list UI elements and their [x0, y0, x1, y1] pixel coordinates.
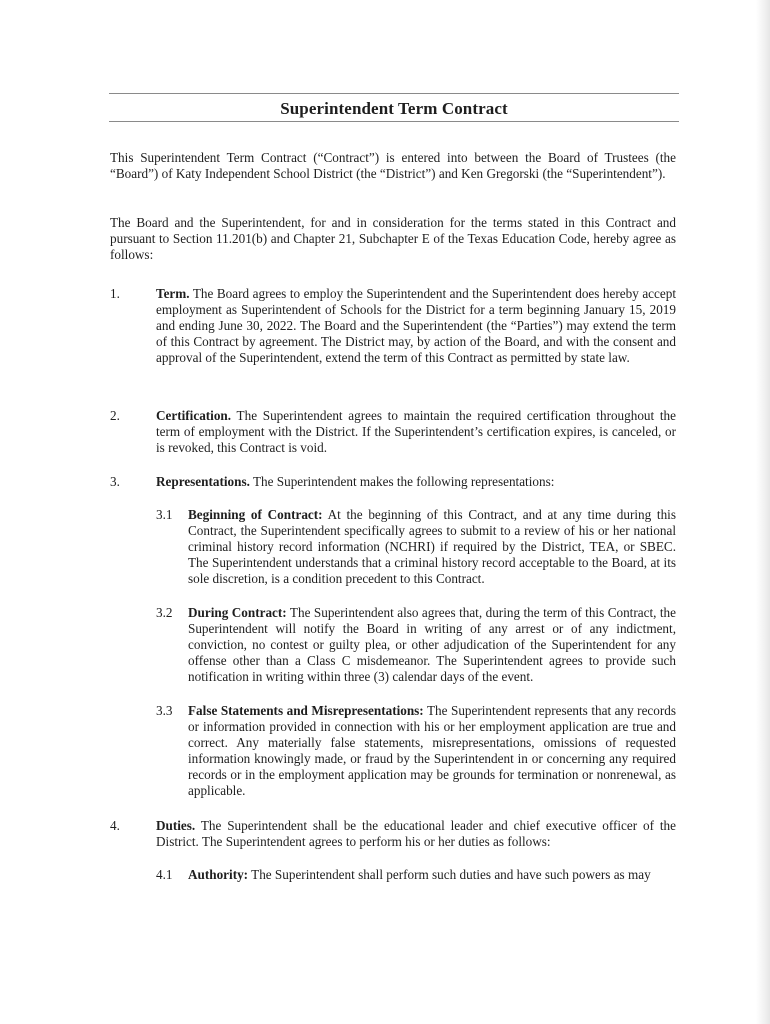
subsection-number: 3.3 [156, 703, 173, 718]
section-heading: Duties. [156, 818, 196, 833]
section-number: 2. [110, 408, 120, 423]
section-heading: Certification. [156, 408, 232, 423]
section-body [156, 474, 676, 490]
section-text: The Superintendent agrees to maintain the required certification throughout the term of employment with the District. If the Superintendent’s certification expires, is canceled, or is revoked, this Contract is void. [156, 408, 676, 455]
subsection-text: At the beginning of this Contract, and at any time during this Contract, the Superintendent specifically agrees to submit to a review of his or her national criminal history record information (NCHRI) if required by the District, TEA, or SBEC. The Superintendent understands that a criminal history record acceptable to the Board, at its sole discretion, is a condition precedent to this Contract. [188, 507, 676, 586]
subsection-heading: False Statements and Misrepresentations: [188, 703, 424, 718]
subsection-during-contract [156, 605, 676, 685]
recital-paragraph: The Board and the Superintendent, for and in consideration for the terms stated in this Contract and pursuant to Section 11.201(b) and Chapter 21, Subchapter E of the Texas Education Code, hereby agree as follows: [110, 215, 676, 262]
section-duties [110, 818, 676, 850]
section-heading: Representations. [156, 474, 250, 489]
subsection-number: 3.2 [156, 605, 173, 620]
section-certification [110, 408, 676, 456]
title-block [109, 93, 679, 122]
section-representations [110, 474, 676, 490]
subsection-text: The Superintendent also agrees that, during the term of this Contract, the Superintendent will notify the Board in writing of any arrest or of any indictment, conviction, no contest or guilty plea, or other adjudication of the Superintendent for any offense other than a Class C misdemeanor. The Superintendent agrees to provide such notification in writing within three (3) calendar days of the event. [188, 605, 676, 684]
section-text: The Superintendent shall be the educational leader and chief executive officer of the District. The Superintendent agrees to perform his or her duties as follows: [156, 818, 676, 849]
section-text: The Superintendent makes the following representations: [249, 474, 555, 489]
subsection-body [188, 507, 676, 587]
section-term [110, 286, 676, 366]
subsection-false-statements [156, 703, 676, 799]
subsection-number: 3.1 [156, 507, 173, 522]
section-number: 1. [110, 286, 120, 301]
subsection-number: 4.1 [156, 867, 173, 882]
subsection-heading: Beginning of Contract: [188, 507, 323, 522]
section-body [156, 818, 676, 850]
subsection-authority [156, 867, 676, 883]
section-body [156, 286, 676, 366]
subsection-beginning-of-contract [156, 507, 676, 587]
page-edge-shadow [756, 0, 770, 1024]
subsection-heading: Authority: [188, 867, 249, 882]
subsection-body [188, 867, 676, 883]
intro-paragraph: This Superintendent Term Contract (“Contract”) is entered into between the Board of Trustees (the “Board”) of Katy Independent School District (the “District”) and Ken Gregorski (the “Superintendent”). [110, 150, 676, 181]
subsection-text: The Superintendent shall perform such duties and have such powers as may [248, 867, 651, 882]
section-number: 4. [110, 818, 120, 833]
page-title: Superintendent Term Contract [280, 99, 508, 118]
subsection-heading: During Contract: [188, 605, 287, 620]
section-body [156, 408, 676, 456]
subsection-text: The Superintendent represents that any records or information provided in connection with his or her employment application are true and correct. Any materially false statements, misrepresentations, omissions of requested information knowingly made, or fraud by the Superintendent in or concerning any required records or in the employment application may be grounds for termination or nonrenewal, as applicable. [188, 703, 676, 798]
section-heading: Term. [156, 286, 190, 301]
subsection-body [188, 605, 676, 685]
section-text: The Board agrees to employ the Superintendent and the Superintendent does hereby accept employment as Superintendent of Schools for the District for a term beginning January 15, 2019 and ending June 30, 2022. The Board and the Superintendent (the “Parties”) may extend the term of this Contract by agreement. The District may, by action of the Board, and with the consent and approval of the Superintendent, extend the term of this Contract as permitted by state law. [156, 286, 676, 365]
section-number: 3. [110, 474, 120, 489]
subsection-body [188, 703, 676, 799]
